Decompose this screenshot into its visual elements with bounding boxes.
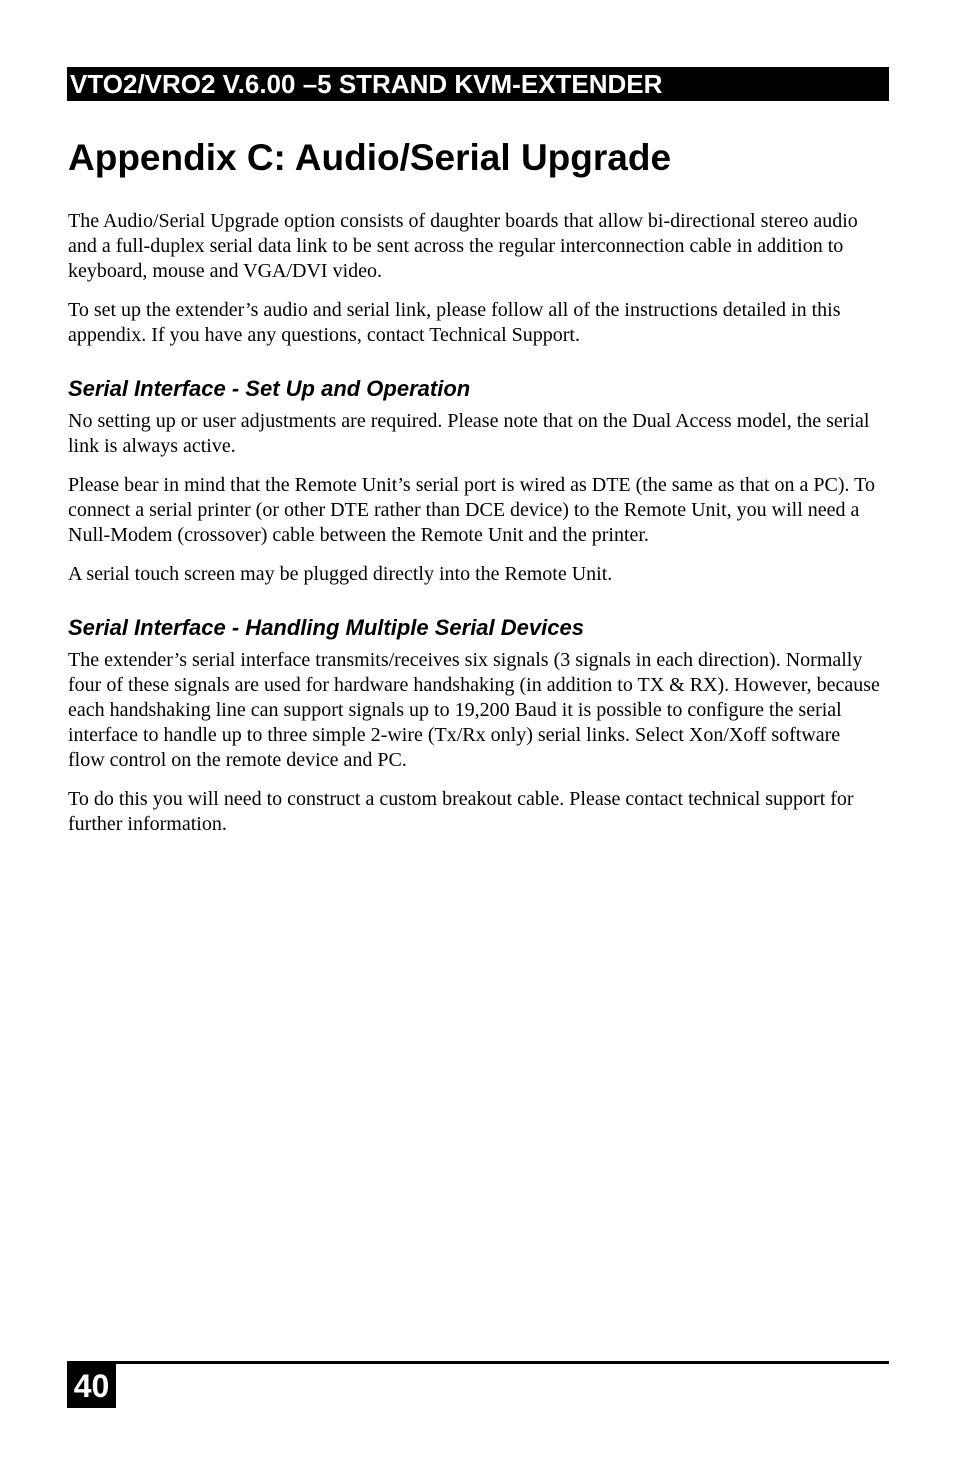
section-paragraph: Please bear in mind that the Remote Unit’s serial port is wired as DTE (the same as that on a PC). To connect a serial printer (or other DTE rather than DCE device) to the Remote Unit, you will need a Null-Modem (crossover) cable between the Remote Unit and the printer. <box>68 474 875 546</box>
intro-paragraph: To set up the extender’s audio and serial link, please follow all of the instructions detailed in this appendix. If you have any questions, contact Technical Support. <box>68 299 841 346</box>
page-number: 40 <box>73 1368 110 1404</box>
footer-rule <box>67 1361 889 1364</box>
running-header-title: VTO2/VRO2 V.6.00 –5 STRAND KVM-EXTENDER <box>70 69 663 99</box>
section-heading-multiple-devices: Serial Interface - Handling Multiple Serial Devices <box>68 615 584 640</box>
intro-paragraph: The Audio/Serial Upgrade option consists of daughter boards that allow bi-directional stereo audio and a full-duplex serial data link to be sent across the regular interconnection cable in addition to keyboard, mouse and VGA/DVI video. <box>68 210 858 282</box>
section-paragraph: To do this you will need to construct a custom breakout cable. Please contact technical support for further information. <box>68 788 854 835</box>
page-title: Appendix C: Audio/Serial Upgrade <box>68 137 672 178</box>
section-paragraph: The extender’s serial interface transmits/receives six signals (3 signals in each direction). Normally four of these signals are used for hardware handshaking (in addition to TX & RX). However, because each handshaking line can support signals up to 19,200 Baud it is possible to configure the serial interface to handle up to three simple 2-wire (Tx/Rx only) serial links. Select Xon/Xoff software flow control on the remote device and PC. <box>68 649 880 771</box>
section-paragraph: A serial touch screen may be plugged directly into the Remote Unit. <box>68 563 613 585</box>
running-header <box>67 67 889 101</box>
section-heading-setup: Serial Interface - Set Up and Operation <box>68 376 471 401</box>
page-number-box <box>67 1364 116 1408</box>
main-content <box>68 209 880 851</box>
section-paragraph: No setting up or user adjustments are required. Please note that on the Dual Access model, the serial link is always active. <box>68 410 870 457</box>
